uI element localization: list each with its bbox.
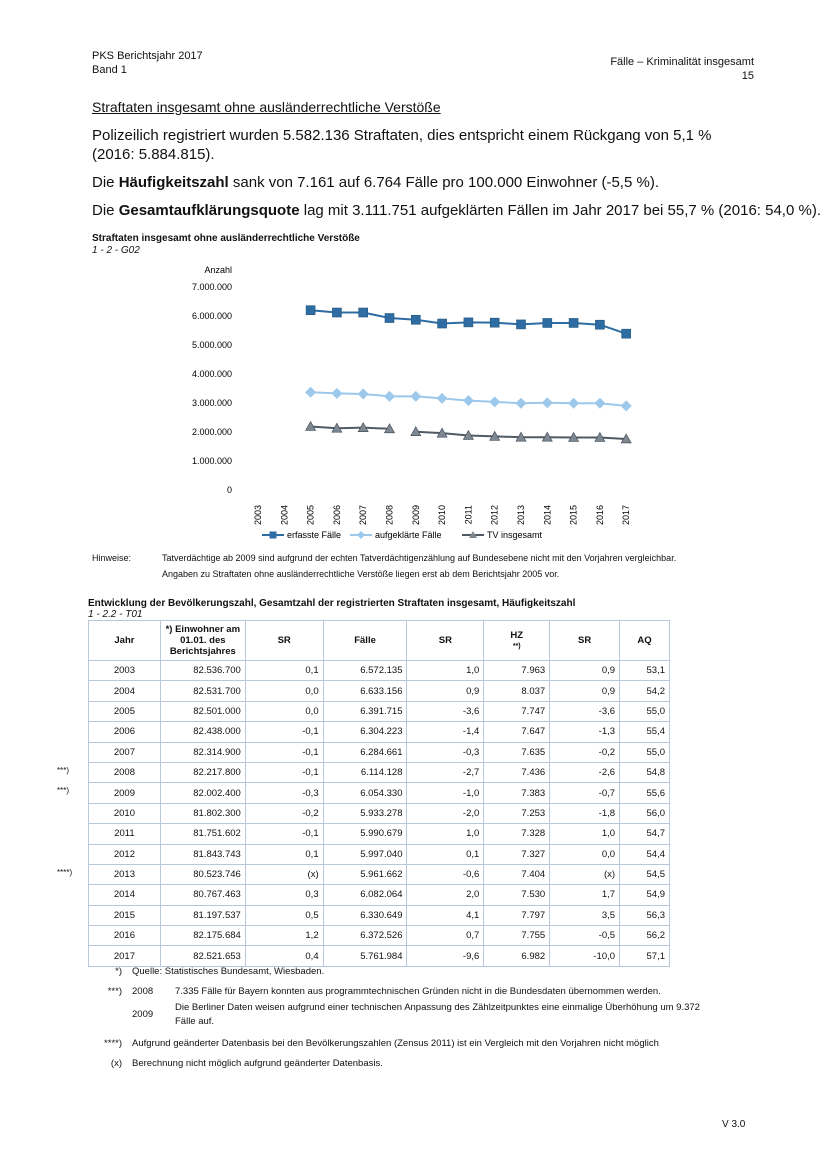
cell-aq: 54,4 [620, 844, 670, 864]
cell-faelle: 6.633.156 [323, 681, 407, 701]
cell-sr1: 0,3 [245, 885, 323, 905]
cell-hz: 7.797 [484, 905, 550, 925]
cell-sr3: -0,7 [550, 783, 620, 803]
table-row [89, 926, 670, 946]
cell-sr3: 1,0 [550, 824, 620, 844]
cell-jahr [89, 905, 161, 925]
cell-sr2: -0,3 [407, 742, 484, 762]
data-point [306, 306, 315, 315]
cell-hz: 7.404 [484, 864, 550, 884]
cell-faelle: 5.990.679 [323, 824, 407, 844]
cell-einw: 82.002.400 [160, 783, 245, 803]
cell-hz: 7.747 [484, 701, 550, 721]
cell-hz: 7.530 [484, 885, 550, 905]
cell-sr3: -10,0 [550, 946, 620, 966]
cell-jahr [57, 762, 161, 782]
footnote-2-text2a: Die Berliner Daten weisen aufgrund einer technischen Anpassung des Zählzeitpunktes eine einmalige Überhöhung um 9.372 [175, 1002, 700, 1013]
row-year: 2008 [113, 767, 135, 779]
hinweise-text [162, 553, 762, 579]
y-tick-label: 1.000.000 [191, 456, 232, 466]
cell-hz: 6.982 [484, 946, 550, 966]
data-point [621, 400, 632, 411]
cell-aq: 55,0 [620, 742, 670, 762]
table-row [89, 824, 670, 844]
table-header-row [89, 621, 670, 661]
cell-sr2: -2,7 [407, 762, 484, 782]
cell-aq: 55,4 [620, 722, 670, 742]
cell-jahr [89, 926, 161, 946]
y-tick-label: 5.000.000 [191, 340, 232, 350]
cell-sr3: -1,8 [550, 803, 620, 823]
col-hz-note: **) [512, 642, 521, 650]
table-row [89, 783, 670, 803]
report-title: PKS Berichtsjahr 2017 [92, 50, 203, 62]
row-year: 2017 [113, 950, 135, 962]
page-number: 15 [741, 70, 754, 82]
x-tick-label: 2004 [279, 505, 290, 526]
cell-sr1: 0,5 [245, 905, 323, 925]
cell-aq: 57,1 [620, 946, 670, 966]
table-row [89, 844, 670, 864]
cell-hz: 8.037 [484, 681, 550, 701]
table-row [89, 742, 670, 762]
intro-p3-bold: Gesamtaufklärungsquote [118, 202, 300, 219]
cell-aq: 56,2 [620, 926, 670, 946]
row-year: 2006 [113, 726, 135, 738]
col-hz [484, 621, 550, 661]
footnote-1-mark: *) [115, 966, 122, 977]
data-point [542, 397, 553, 408]
cell-einw: 82.175.684 [160, 926, 245, 946]
cell-sr1: 1,2 [245, 926, 323, 946]
x-tick-label: 2013 [516, 505, 526, 526]
y-tick-label: 3.000.000 [191, 398, 232, 408]
cell-aq: 55,0 [620, 701, 670, 721]
cell-jahr [89, 661, 161, 681]
y-tick-label: 6.000.000 [191, 311, 232, 321]
cell-einw: 81.843.743 [160, 844, 245, 864]
data-point [464, 318, 473, 327]
cell-sr2: -1,4 [407, 722, 484, 742]
cell-faelle: 6.054.330 [323, 783, 407, 803]
data-point [543, 318, 552, 327]
row-year: 2013 [113, 869, 135, 881]
cell-faelle: 6.114.128 [323, 762, 407, 782]
cell-hz: 7.963 [484, 661, 550, 681]
report-header-right [610, 55, 754, 83]
row-year: 2005 [113, 705, 135, 717]
cell-aq: 54,2 [620, 681, 670, 701]
cell-sr1: -0,1 [245, 762, 323, 782]
cell-sr3: -0,5 [550, 926, 620, 946]
x-tick-label: 2005 [305, 505, 316, 526]
footnote-2-year1: 2008 [132, 986, 154, 997]
legend-marker [357, 531, 365, 539]
cell-einw: 82.536.700 [160, 661, 245, 681]
cell-sr2: 4,1 [407, 905, 484, 925]
cell-hz: 7.327 [484, 844, 550, 864]
cell-faelle: 5.961.662 [323, 864, 407, 884]
cell-faelle: 6.304.223 [323, 722, 407, 742]
table-code: 1 - 2.2 - T01 [88, 609, 143, 620]
x-ticks [253, 505, 631, 525]
footnote-2-mark: ***) [107, 986, 122, 997]
cell-sr1: 0,1 [245, 844, 323, 864]
y-axis-label: Anzahl [204, 265, 232, 275]
data-point [568, 398, 579, 409]
table-row [89, 661, 670, 681]
y-tick-label: 7.000.000 [191, 282, 232, 292]
table-row [89, 946, 670, 966]
footnote-3-mark: ****) [104, 1038, 122, 1049]
cell-jahr [89, 946, 161, 966]
report-volume: Band 1 [92, 64, 127, 76]
row-year: 2010 [113, 807, 135, 819]
report-header-left [92, 49, 203, 77]
version-label: V 3.0 [722, 1119, 746, 1130]
cell-sr3: -2,6 [550, 762, 620, 782]
table-row [89, 803, 670, 823]
data-point [569, 318, 578, 327]
hinweise-label: Hinweise: [92, 553, 132, 563]
cell-jahr [89, 742, 161, 762]
x-tick-label: 2011 [463, 505, 474, 525]
intro-text [92, 126, 821, 220]
x-tick-label: 2015 [568, 505, 579, 526]
row-year: 2009 [113, 787, 135, 799]
y-tick-label: 4.000.000 [191, 369, 232, 379]
intro-p2 [92, 173, 772, 192]
footnote-4-mark: (x) [110, 1058, 122, 1069]
legend-marker [270, 532, 277, 539]
x-tick-label: 2009 [410, 505, 421, 526]
cell-sr1: -0,1 [245, 722, 323, 742]
table-row [89, 905, 670, 925]
cell-sr2: -2,0 [407, 803, 484, 823]
cell-hz: 7.635 [484, 742, 550, 762]
cell-aq: 54,5 [620, 864, 670, 884]
intro-p2-post: sank von 7.161 auf 6.764 Fälle pro 100.000 Einwohner (-5,5 %). [228, 174, 659, 191]
line-chart [0, 255, 828, 550]
series-lines [305, 306, 632, 443]
cell-sr3: 0,0 [550, 844, 620, 864]
data-point [437, 393, 448, 404]
x-tick-label: 2007 [358, 505, 369, 526]
table-row [89, 762, 670, 782]
cell-jahr [89, 681, 161, 701]
table-row [89, 701, 670, 721]
cell-jahr [89, 824, 161, 844]
col-hz-label: HZ [510, 629, 524, 641]
row-year: 2014 [113, 889, 135, 901]
table-row [89, 885, 670, 905]
cell-einw: 82.438.000 [160, 722, 245, 742]
cell-sr3: 3,5 [550, 905, 620, 925]
intro-p1b: (2016: 5.884.815). [92, 146, 215, 163]
cell-sr2: 2,0 [407, 885, 484, 905]
data-point [489, 396, 500, 407]
cell-faelle: 5.997.040 [323, 844, 407, 864]
cell-sr2: -3,6 [407, 701, 484, 721]
data-point [463, 395, 474, 406]
cell-aq: 54,8 [620, 762, 670, 782]
table-row [89, 681, 670, 701]
footnote-2-year2: 2009 [132, 1009, 154, 1020]
cell-sr3: (x) [550, 864, 620, 884]
cell-aq: 56,0 [620, 803, 670, 823]
col-faelle: Fälle [323, 621, 407, 661]
cell-sr1: 0,0 [245, 681, 323, 701]
footnote-2-text2b: Fälle auf. [175, 1016, 215, 1027]
col-aq: AQ [620, 621, 670, 661]
cell-einw: 81.751.602 [160, 824, 245, 844]
cell-faelle: 6.391.715 [323, 701, 407, 721]
cell-sr1: 0,4 [245, 946, 323, 966]
cell-sr2: -0,6 [407, 864, 484, 884]
cell-sr2: 1,0 [407, 824, 484, 844]
table-body [57, 661, 670, 967]
cell-aq: 56,3 [620, 905, 670, 925]
footnote-3-text: Aufgrund geänderter Datenbasis bei den Bevölkerungszahlen (Zensus 2011) ist ein Vergleich mit den Vorjahren nicht möglich [132, 1038, 659, 1049]
cell-hz: 7.383 [484, 783, 550, 803]
cell-jahr [89, 803, 161, 823]
row-year: 2007 [113, 746, 135, 758]
data-point [332, 308, 341, 317]
intro-p2-bold: Häufigkeitszahl [118, 174, 229, 191]
series-line [311, 426, 390, 428]
cell-sr3: -0,2 [550, 742, 620, 762]
data-point [595, 320, 604, 329]
data-point [305, 387, 316, 398]
cell-einw: 82.521.653 [160, 946, 245, 966]
x-tick-label: 2012 [489, 505, 500, 526]
data-point [384, 391, 395, 402]
legend-label: erfasste Fälle [287, 530, 342, 540]
data-point [410, 391, 421, 402]
cell-sr1: -0,1 [245, 742, 323, 762]
statistics-table [57, 620, 670, 967]
cell-sr1: 0,0 [245, 701, 323, 721]
table-row [89, 864, 670, 884]
row-footnote-mark: ***) [57, 765, 70, 775]
cell-jahr [89, 844, 161, 864]
cell-aq: 54,9 [620, 885, 670, 905]
data-point [490, 318, 499, 327]
cell-sr1: -0,2 [245, 803, 323, 823]
data-point [331, 388, 342, 399]
row-footnote-mark: ***) [57, 786, 70, 796]
row-year: 2015 [113, 909, 135, 921]
cell-sr3: 1,7 [550, 885, 620, 905]
row-footnote-mark: ****) [57, 867, 73, 877]
hinweise-line1: Tatverdächtige ab 2009 sind aufgrund der echten Tatverdächtigenzählung auf Bundesebene nicht mit den Vorjahren vergleichbar. [162, 553, 677, 563]
x-tick-label: 2003 [253, 505, 263, 526]
cell-faelle: 5.761.984 [323, 946, 407, 966]
cell-hz: 7.436 [484, 762, 550, 782]
cell-sr2: 0,1 [407, 844, 484, 864]
cell-faelle: 6.572.135 [323, 661, 407, 681]
x-tick-label: 2006 [331, 505, 342, 526]
row-year: 2016 [113, 930, 135, 942]
data-point [594, 398, 605, 409]
intro-p2-pre: Die [92, 174, 119, 191]
cell-hz: 7.755 [484, 926, 550, 946]
section-title: Straftaten insgesamt ohne ausländerrechtliche Verstöße [92, 99, 441, 115]
cell-faelle: 6.082.064 [323, 885, 407, 905]
data-point [517, 320, 526, 329]
data-point [359, 308, 368, 317]
col-sr3: SR [550, 621, 620, 661]
col-sr1: SR [245, 621, 323, 661]
cell-sr3: -1,3 [550, 722, 620, 742]
intro-p3-post: lag mit 3.111.751 aufgeklärten Fällen im Jahr 2017 bei 55,7 % (2016: 54,0 %). [299, 202, 821, 219]
footnote-2-text1: 7.335 Fälle für Bayern konnten aus programmtechnischen Gründen nicht in die Bundesdaten übernommen werden. [175, 986, 661, 997]
x-tick-label: 2008 [384, 505, 395, 526]
x-tick-label: 2017 [621, 505, 632, 526]
legend-label: TV insgesamt [487, 530, 543, 540]
cell-aq: 54,7 [620, 824, 670, 844]
cell-einw: 82.531.700 [160, 681, 245, 701]
cell-aq: 55,6 [620, 783, 670, 803]
cell-sr2: 1,0 [407, 661, 484, 681]
cell-sr1: -0,1 [245, 824, 323, 844]
data-point [358, 389, 369, 400]
row-year: 2004 [113, 685, 135, 697]
data-point [438, 319, 447, 328]
cell-sr3: 0,9 [550, 681, 620, 701]
cell-jahr [57, 783, 161, 803]
cell-sr2: 0,7 [407, 926, 484, 946]
cell-sr2: -1,0 [407, 783, 484, 803]
table-row [89, 722, 670, 742]
cell-sr1: (x) [245, 864, 323, 884]
data-point [516, 398, 527, 409]
cell-sr3: 0,9 [550, 661, 620, 681]
cell-einw: 80.767.463 [160, 885, 245, 905]
cell-einw: 82.217.800 [160, 762, 245, 782]
data-point [622, 329, 631, 338]
cell-sr1: 0,1 [245, 661, 323, 681]
legend-label: aufgeklärte Fälle [375, 530, 442, 540]
cell-einw: 82.501.000 [160, 701, 245, 721]
cell-sr2: 0,9 [407, 681, 484, 701]
cell-jahr [89, 701, 161, 721]
col-sr2: SR [407, 621, 484, 661]
row-year: 2003 [113, 665, 135, 677]
table-caption: Entwicklung der Bevölkerungszahl, Gesamtzahl der registrierten Straftaten insgesamt, Häufigkeitszahl [88, 598, 576, 609]
cell-hz: 7.328 [484, 824, 550, 844]
cell-faelle: 6.330.649 [323, 905, 407, 925]
cell-sr1: -0,3 [245, 783, 323, 803]
x-tick-label: 2014 [542, 505, 553, 526]
footnote-1-text: Quelle: Statistisches Bundesamt, Wiesbaden. [132, 966, 325, 977]
cell-jahr [89, 722, 161, 742]
cell-jahr [57, 864, 161, 884]
cell-faelle: 6.284.661 [323, 742, 407, 762]
cell-faelle: 6.372.526 [323, 926, 407, 946]
chart-code: 1 - 2 - G02 [92, 245, 140, 256]
x-tick-label: 2010 [437, 505, 448, 526]
cell-einw: 81.197.537 [160, 905, 245, 925]
chart-legend [262, 530, 543, 540]
intro-p3 [92, 201, 821, 220]
hinweise-line2: Angaben zu Straftaten ohne ausländerrechtliche Verstöße liegen erst ab dem Berichtsjahr 2005 vor. [162, 569, 560, 579]
chart-caption: Straftaten insgesamt ohne ausländerrechtliche Verstöße [92, 233, 360, 244]
data-point [411, 315, 420, 324]
footnote-4-text: Berechnung nicht möglich aufgrund geänderter Datenbasis. [132, 1058, 383, 1069]
row-year: 2011 [114, 828, 135, 840]
y-ticks [192, 282, 232, 495]
cell-hz: 7.253 [484, 803, 550, 823]
cell-faelle: 5.933.278 [323, 803, 407, 823]
cell-einw: 80.523.746 [160, 864, 245, 884]
cell-aq: 53,1 [620, 661, 670, 681]
row-year: 2012 [113, 848, 135, 860]
cell-jahr [89, 885, 161, 905]
x-tick-label: 2016 [594, 505, 605, 526]
col-einwohner: *) Einwohner am 01.01. des Berichtsjahres [160, 621, 245, 661]
cell-hz: 7.647 [484, 722, 550, 742]
section-name: Fälle – Kriminalität insgesamt [610, 56, 754, 68]
cell-sr3: -3,6 [550, 701, 620, 721]
cell-einw: 81.802.300 [160, 803, 245, 823]
intro-p3-pre: Die [92, 202, 119, 219]
intro-p1: Polizeilich registriert wurden 5.582.136 Straftaten, dies entspricht einem Rückgang von 5,1 % [92, 127, 712, 144]
y-tick-label: 2.000.000 [191, 427, 232, 437]
data-point [385, 314, 394, 323]
cell-einw: 82.314.900 [160, 742, 245, 762]
col-jahr: Jahr [89, 621, 161, 661]
y-tick-label: 0 [226, 485, 232, 495]
cell-sr2: -9,6 [407, 946, 484, 966]
